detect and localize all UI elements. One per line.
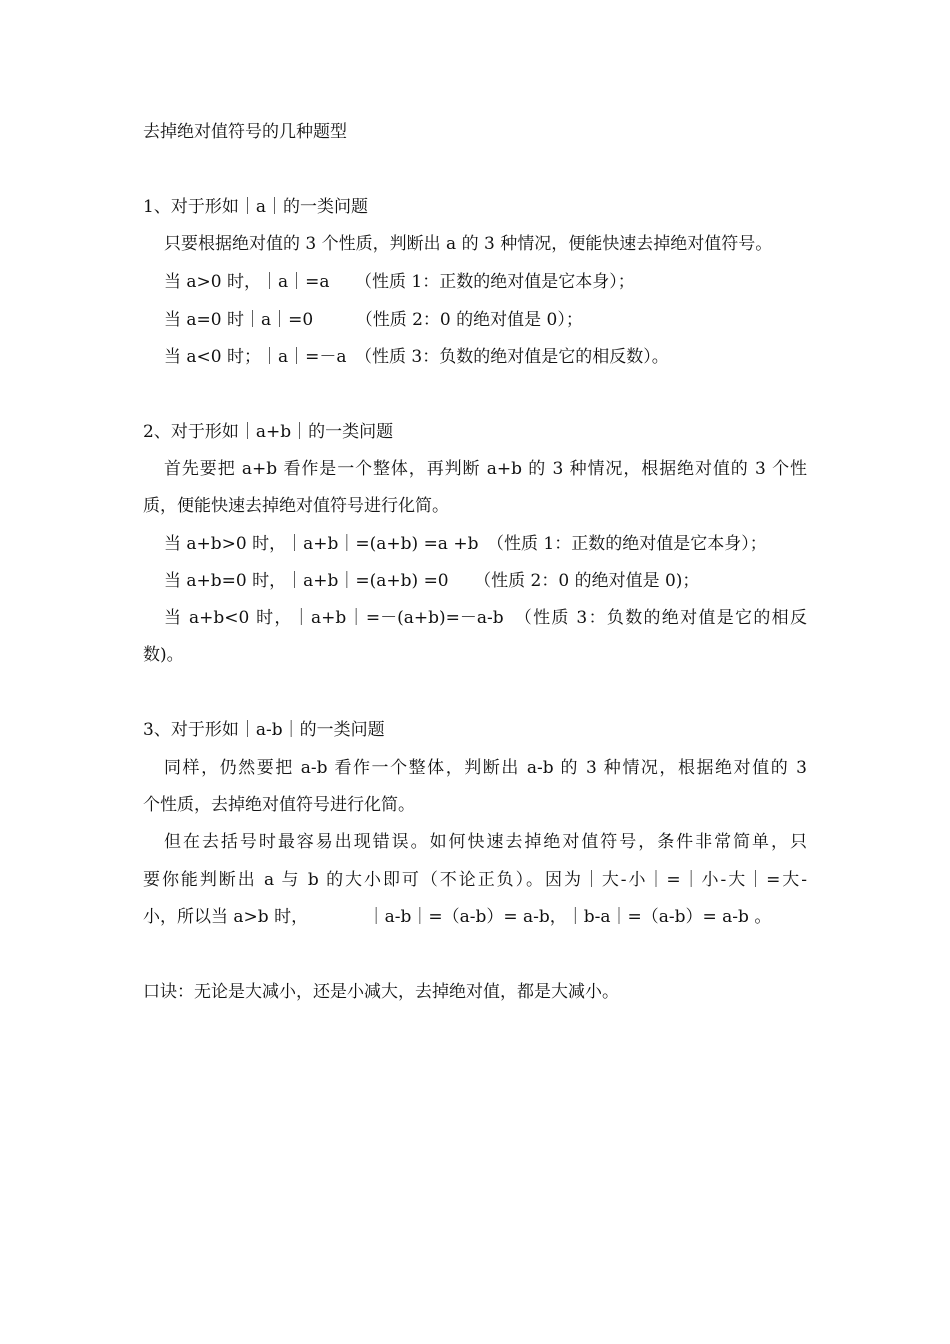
section-2-heading: 2、对于形如｜a+b｜的一类问题 <box>143 422 394 442</box>
section-1-case-negative: 当 a<0 时；｜a｜=－a （性质 3：负数的绝对值是它的相反数）。 <box>164 347 669 367</box>
document-title: 去掉绝对值符号的几种题型 <box>143 122 347 142</box>
section-3-heading: 3、对于形如｜a-b｜的一类问题 <box>143 720 385 740</box>
section-3-para-2-line-2: 要你能判断出 a 与 b 的大小即可（不论正负）。因为｜大-小｜=｜小-大｜=大- <box>143 870 807 890</box>
section-3-para-1-line-2: 个性质，去掉绝对值符号进行化简。 <box>143 795 415 815</box>
section-3-para-2-line-1: 但在去括号时最容易出现错误。如何快速去掉绝对值符号，条件非常简单，只 <box>164 832 807 852</box>
section-2-case-zero: 当 a+b=0 时，｜a+b｜=(a+b) =0 （性质 2：0 的绝对值是 0)； <box>164 571 700 591</box>
section-1-heading: 1、对于形如｜a｜的一类问题 <box>143 197 368 217</box>
section-2-case-negative-cont: 数)。 <box>143 645 184 665</box>
section-1-intro: 只要根据绝对值的 3 个性质，判断出 a 的 3 种情况，便能快速去掉绝对值符号。 <box>164 234 773 254</box>
mnemonic: 口诀：无论是大减小，还是小减大，去掉绝对值，都是大减小。 <box>143 982 619 1002</box>
section-2-case-positive: 当 a+b>0 时，｜a+b｜=(a+b) =a +b （性质 1：正数的绝对值是它本身）； <box>164 534 767 554</box>
section-1-case-zero: 当 a=0 时｜a｜=0 （性质 2：0 的绝对值是 0）； <box>164 310 583 330</box>
section-2-case-negative: 当 a+b<0 时，｜a+b｜=－(a+b)=－a-b （性质 3：负数的绝对值是它的相反 <box>164 608 807 628</box>
section-1-case-positive: 当 a>0 时，｜a｜=a （性质 1：正数的绝对值是它本身）； <box>164 272 635 292</box>
section-2-intro-line-2: 质，便能快速去掉绝对值符号进行化简。 <box>143 496 449 516</box>
section-3-para-2-line-3: 小，所以当 a>b 时， ｜a-b｜=（a-b）= a-b，｜b-a｜=（a-b）= a-b 。 <box>143 907 772 927</box>
section-3-para-1-line-1: 同样，仍然要把 a-b 看作一个整体，判断出 a-b 的 3 种情况，根据绝对值的 3 <box>164 758 807 778</box>
section-2-intro-line-1: 首先要把 a+b 看作是一个整体，再判断 a+b 的 3 种情况，根据绝对值的 3 个性 <box>164 459 807 479</box>
